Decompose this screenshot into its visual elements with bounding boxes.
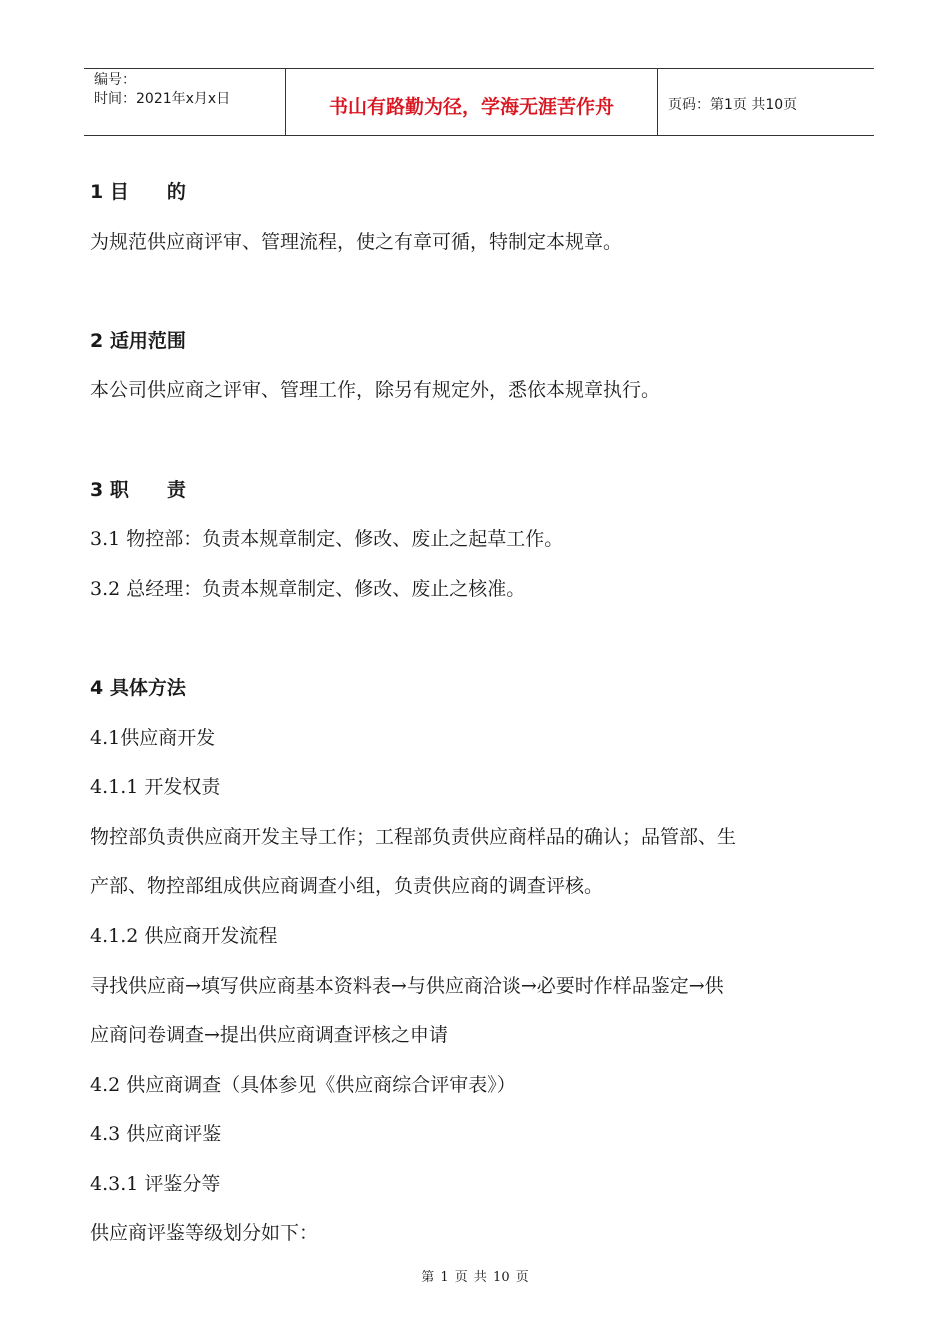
paragraph: 物控部负责供应商开发主导工作；工程部负责供应商样品的确认；品管部、生 [90,825,737,848]
paragraph: 3.2 总经理：负责本规章制定、修改、废止之核准。 [90,577,526,600]
header-table [84,68,874,136]
paragraph: 本公司供应商之评审、管理工作，除另有规定外，悉依本规章执行。 [90,379,661,402]
subsection-heading: 4.1供应商开发 [90,726,216,749]
page-footer: 第 1 页 共 10 页 [421,1270,529,1285]
header-motto: 书山有路勤为径，学海无涯苦作舟 [286,69,658,135]
paragraph: 产部、物控部组成供应商调查小组，负责供应商的调查评核。 [90,875,604,898]
section-heading-purpose: 1 目 的 [90,181,186,203]
header-meta-cell [84,69,286,135]
document-body [90,168,880,1259]
subsection-heading: 4.3 供应商评鉴 [90,1123,222,1146]
paragraph: 3.1 物控部：负责本规章制定、修改、废止之起草工作。 [90,528,564,551]
document-number-label: 编号： [94,72,136,88]
document-time: 时间：2021年x月x日 [94,91,231,107]
paragraph: 供应商评鉴等级划分如下： [90,1222,319,1245]
subsection-heading: 4.1.2 供应商开发流程 [90,924,278,947]
paragraph: 寻找供应商→填写供应商基本资料表→与供应商洽谈→必要时作样品鉴定→供 [90,974,724,997]
paragraph: 应商问卷调查→提出供应商调查评核之申请 [90,1024,448,1047]
subsection-heading: 4.1.1 开发权责 [90,776,221,799]
section-heading-duties: 3 职 责 [90,478,186,501]
paragraph: 为规范供应商评审、管理流程，使之有章可循，特制定本规章。 [90,230,623,253]
header-page-info: 页码：第1页 共10页 [668,97,798,113]
section-heading-scope: 2 适用范围 [90,329,186,352]
subsection-heading: 4.3.1 评鉴分等 [90,1172,221,1195]
subsection-heading: 4.2 供应商调查（具体参见《供应商综合评审表》） [90,1073,516,1096]
section-heading-methods: 4 具体方法 [90,676,186,699]
